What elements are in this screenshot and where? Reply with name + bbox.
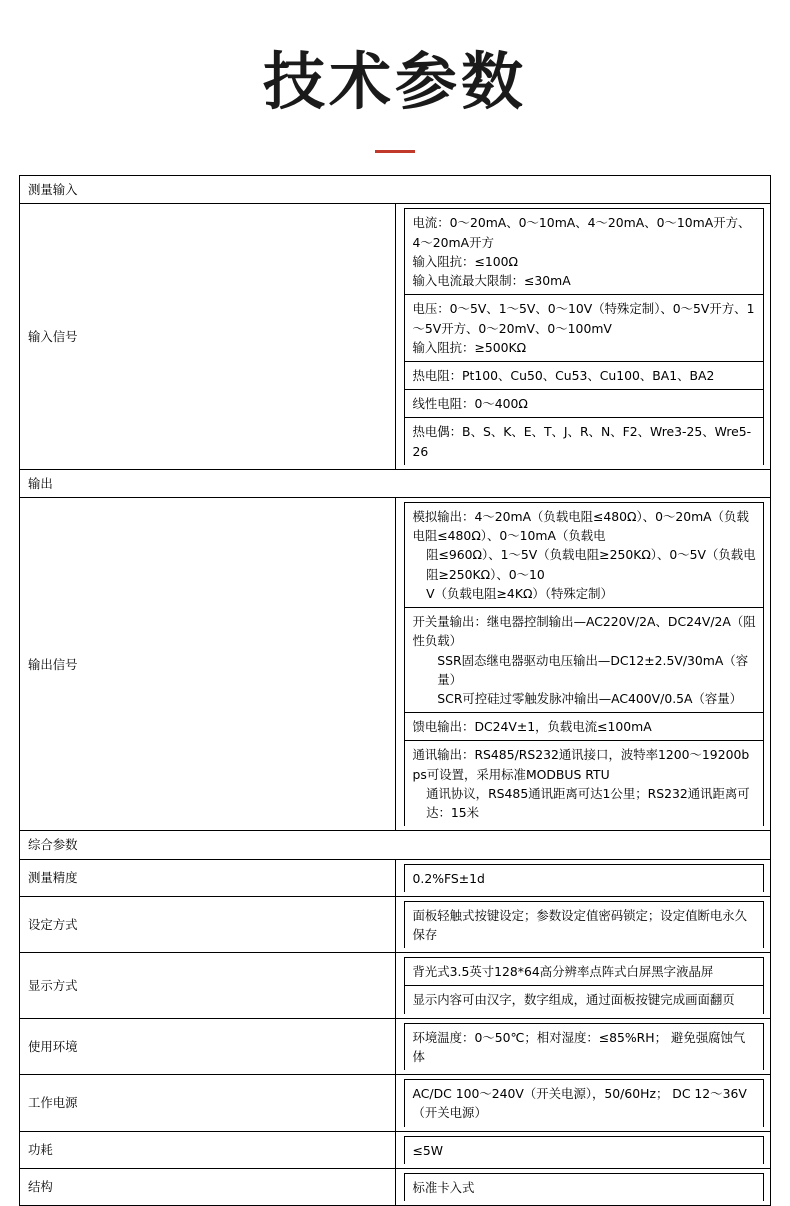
value-block: [404, 295, 764, 362]
value-block-cell: [404, 1136, 764, 1164]
section-heading: 测量输入: [20, 176, 771, 204]
table-row: [20, 204, 771, 469]
table-row: [20, 1168, 771, 1205]
value-block: [404, 741, 764, 826]
value-block-cell: [404, 864, 764, 892]
value-block: [404, 1080, 764, 1127]
value-block-cell: [404, 1173, 764, 1201]
value-line: 标准卡入式: [412, 1179, 475, 1195]
value-block-cell: [404, 901, 764, 948]
value-block-cell: [404, 986, 764, 1014]
value-line: 馈电输出：DC24V±1，负载电流≤100mA: [412, 719, 652, 735]
section-heading: 输出: [20, 469, 771, 497]
value-line: 阻≤960Ω）、1～5V（负载电阻≥250KΩ）、0～5V（负载电阻≥250KΩ）、0～10: [426, 547, 756, 582]
value-line: 面板轻触式按键设定；参数设定值密码锁定；设定值断电永久保存: [412, 907, 748, 942]
value-block: [404, 361, 764, 389]
row-label: 设定方式: [20, 896, 396, 952]
value-line: 开关量输出：继电器控制输出—AC220V/2A、DC24V/2A（阻性负载）: [412, 614, 756, 649]
section-heading-row: [20, 831, 771, 859]
value-block-cell: [404, 503, 764, 608]
row-label: 功耗: [20, 1131, 396, 1168]
table-row: [20, 896, 771, 952]
value-line: 输入阻抗：≤100Ω: [412, 253, 518, 269]
table-row: [20, 498, 771, 831]
value-line: 模拟输出：4～20mA（负载电阻≤480Ω）、0～20mA（负载电阻≤480Ω）、0～10mA（负载电: [412, 509, 749, 544]
value-block: [404, 1136, 764, 1164]
row-value: [395, 1168, 771, 1205]
value-block-cell: [404, 361, 764, 389]
value-line: 线性电阻：0～400Ω: [412, 396, 528, 412]
value-block: [404, 209, 764, 295]
value-block: [404, 1023, 764, 1070]
table-row: [20, 1131, 771, 1168]
row-value: [395, 1131, 771, 1168]
title-divider: [375, 150, 415, 153]
row-label: 结构: [20, 1168, 396, 1205]
row-value: [395, 1018, 771, 1074]
section-heading: 综合参数: [20, 831, 771, 859]
value-block: [404, 608, 764, 713]
value-block-cell: [404, 209, 764, 295]
row-label: 工作电源: [20, 1075, 396, 1131]
value-block-cell: [404, 741, 764, 826]
value-block-cell: [404, 418, 764, 465]
value-block: [404, 390, 764, 418]
value-block: [404, 503, 764, 608]
row-label: 输出信号: [20, 498, 396, 831]
value-block-cell: [404, 1023, 764, 1070]
spec-table: [19, 175, 771, 1206]
value-line: 热电阻：Pt100、Cu50、Cu53、Cu100、BA1、BA2: [412, 367, 715, 383]
table-row: [20, 953, 771, 1018]
value-line: 环境温度：0～50℃；相对湿度：≤85%RH； 避免强腐蚀气体: [412, 1029, 746, 1064]
table-row: [20, 1018, 771, 1074]
value-line: 0.2%FS±1d: [412, 870, 485, 886]
value-block: [404, 958, 764, 986]
value-line: 背光式3.5英寸128*64高分辨率点阵式白屏黑字液晶屏: [412, 964, 714, 980]
row-label: 测量精度: [20, 859, 396, 896]
value-block: [404, 901, 764, 948]
value-line: 通讯输出：RS485/RS232通讯接口，波特率1200～19200bps可设置，采用标准MODBUS RTU: [412, 747, 750, 782]
value-line: ≤5W: [412, 1142, 444, 1158]
table-row: [20, 859, 771, 896]
row-value: [395, 498, 771, 831]
row-value: [395, 896, 771, 952]
value-block: [404, 418, 764, 465]
value-block: [404, 864, 764, 892]
value-block-cell: [404, 713, 764, 741]
row-label: 显示方式: [20, 953, 396, 1018]
row-value: [395, 204, 771, 469]
value-line: 显示内容可由汉字，数字组成，通过面板按键完成画面翻页: [412, 992, 735, 1008]
section-heading-row: [20, 469, 771, 497]
row-label: 输入信号: [20, 204, 396, 469]
value-block: [404, 1173, 764, 1201]
value-line: 电压：0～5V、1～5V、0～10V（特殊定制）、0～5V开方、1～5V开方、0～20mV、0～100mV: [412, 301, 755, 336]
value-line: 电流：0～20mA、0～10mA、4～20mA、0～10mA开方、4～20mA开方: [412, 215, 751, 250]
value-block-cell: [404, 390, 764, 418]
value-line: 输入阻抗：≥500KΩ: [412, 339, 527, 355]
value-line: V（负载电阻≥4KΩ）（特殊定制）: [426, 585, 613, 601]
value-block-cell: [404, 295, 764, 362]
value-block: [404, 986, 764, 1014]
value-line: SCR可控硅过零触发脉冲输出—AC400V/0.5A（容量）: [437, 691, 743, 706]
value-line: SSR固态继电器驱动电压输出—DC12±2.5V/30mA（容量）: [437, 652, 749, 687]
section-heading-row: [20, 176, 771, 204]
value-line: AC/DC 100～240V（开关电源），50/60Hz； DC 12～36V（开关电源）: [412, 1086, 747, 1121]
row-label: 使用环境: [20, 1018, 396, 1074]
value-line: 热电偶：B、S、K、E、T、J、R、N、F2、Wre3-25、Wre5-26: [412, 424, 752, 459]
page-title: 技术参数: [262, 45, 527, 118]
title-divider-wrap: [0, 150, 790, 153]
value-block-cell: [404, 1080, 764, 1127]
value-block-cell: [404, 608, 764, 713]
value-block-cell: [404, 958, 764, 986]
row-value: [395, 953, 771, 1018]
table-row: [20, 1075, 771, 1131]
row-value: [395, 859, 771, 896]
row-value: [395, 1075, 771, 1131]
value-block: [404, 713, 764, 741]
value-line: 通讯协议，RS485通讯距离可达1公里；RS232通讯距离可达：15米: [426, 785, 750, 821]
value-line: 输入电流最大限制：≤30mA: [412, 273, 571, 289]
